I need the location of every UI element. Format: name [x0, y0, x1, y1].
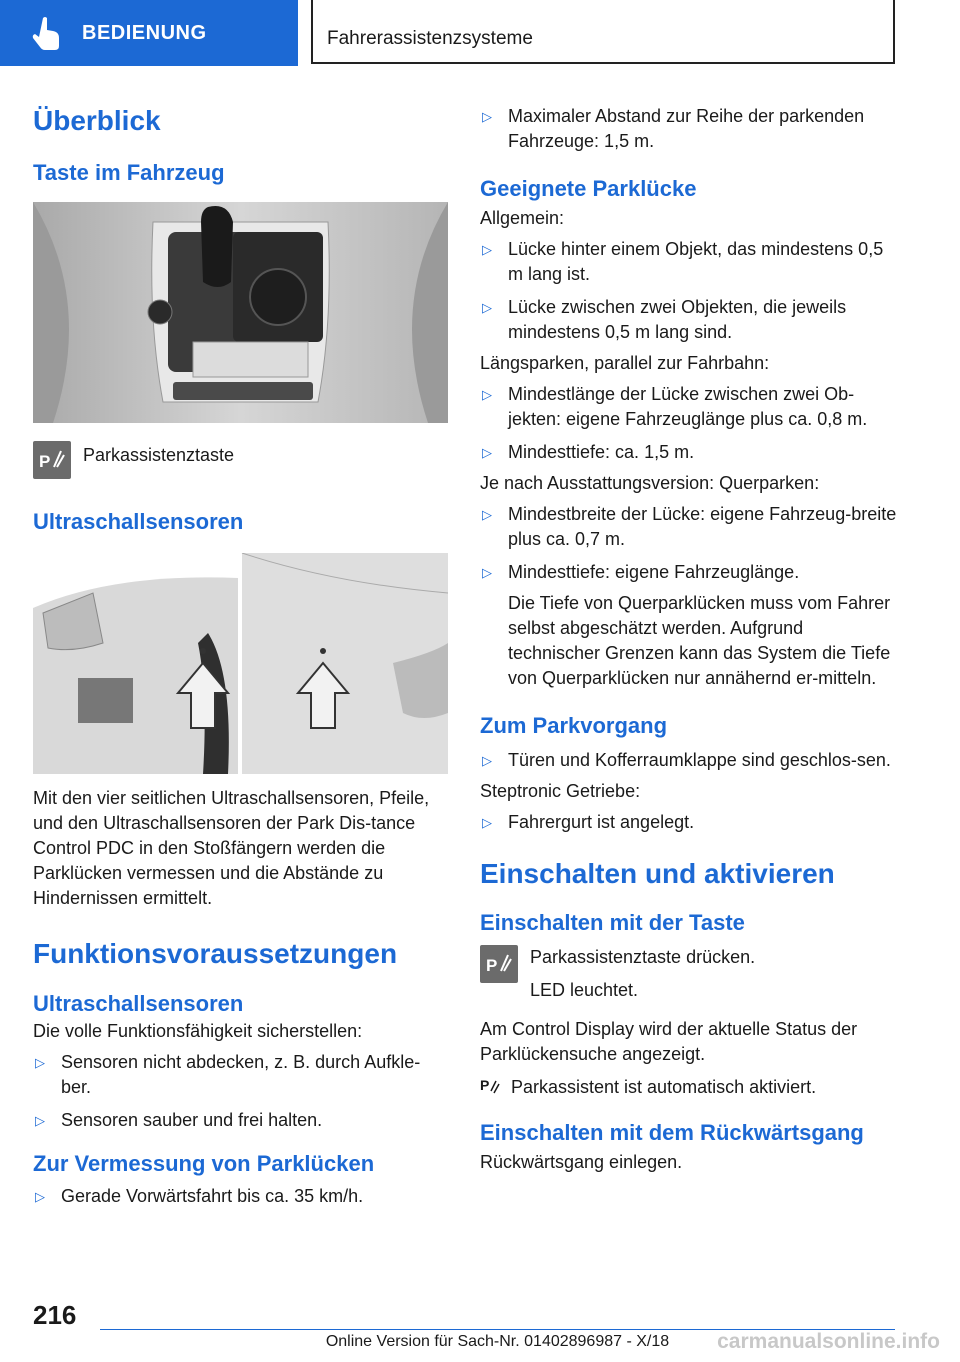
- right-column: [480, 104, 900, 1175]
- heading-overview: Überblick: [33, 105, 161, 136]
- chapter-tab[interactable]: [0, 0, 298, 66]
- steptronic-label: Steptronic Getriebe:: [480, 780, 641, 801]
- parking-assist-button-icon: [480, 945, 518, 983]
- bumper-sensors-image: [33, 553, 448, 774]
- list-item: ▷ Sensoren sauber und frei halten.: [35, 1110, 323, 1131]
- chapter-title: BEDIENUNG: [82, 21, 207, 44]
- reverse-text: Rückwärtsgang einlegen.: [480, 1152, 683, 1173]
- list-item: ▷ Lücke hinter einem Objekt, das mindestens 0,5 m lang ist.: [482, 239, 884, 285]
- heading-requirements: Funktionsvoraussetzungen: [33, 938, 398, 970]
- hand-pointer-icon: [28, 14, 66, 52]
- sensors2-intro: Die volle Funktionsfähigkeit sicherstellen:: [33, 1021, 363, 1042]
- heading-suitable-gap: Geeignete Parklücke: [480, 176, 697, 201]
- list-item: ▷ Gerade Vorwärtsfahrt bis ca. 35 km/h.: [35, 1185, 364, 1206]
- heading-reverse-gear: Einschalten mit dem Rückwärtsgang: [480, 1119, 864, 1145]
- button-caption: Parkassistenztaste: [83, 444, 235, 465]
- section-title: Fahrerassistenzsysteme: [311, 0, 895, 64]
- perpendicular-note: Die Tiefe von Querparklücken muss vom Fahrer selbst abgeschätzt werden. Aufgrund technischer Grenzen kann das System die Tiefe von Querparklücken nur annähernd er‐mitteln.: [508, 593, 891, 689]
- press-button-text: Parkassistenztaste drücken.: [530, 946, 756, 967]
- console-image: [33, 202, 448, 423]
- auto-activation-text: Parkassistent ist automatisch aktiviert.: [511, 1076, 817, 1097]
- perpendicular-label: Je nach Ausstattungsversion: Querparken:: [480, 473, 820, 494]
- list-item: ▷ Mindesttiefe: ca. 1,5 m.: [482, 442, 695, 463]
- led-text: LED leuchtet.: [530, 979, 639, 1000]
- display-status-text: Am Control Display wird der aktuelle Status der Parklückensuche angezeigt.: [480, 1018, 858, 1064]
- press-button-row: [480, 945, 900, 1003]
- list-item: ▷ Lücke zwischen zwei Objekten, die jeweils mindestens 0,5 m lang sind.: [482, 297, 847, 343]
- left-column: [33, 96, 448, 1209]
- parallel-list: [480, 382, 900, 465]
- general-list: [480, 237, 900, 345]
- parking-assistant-symbol-icon: [480, 1075, 502, 1097]
- perpendicular-list: [480, 502, 900, 585]
- measure-list: [33, 1184, 448, 1209]
- bumper-illustration: [33, 553, 448, 774]
- heading-button-in-vehicle: Taste im Fahrzeug: [33, 159, 225, 185]
- heading-parking-process: Zum Parkvorgang: [480, 713, 668, 739]
- footer-text: Online Version für Sach-Nr. 01402896987 - X/18: [325, 1333, 670, 1350]
- top-list: [480, 104, 900, 154]
- parallel-label: Längsparken, parallel zur Fahrbahn:: [480, 353, 770, 374]
- steptronic-list: [480, 810, 900, 835]
- list-item: ▷ Mindesttiefe: eigene Fahrzeuglänge.: [482, 562, 800, 583]
- button-caption-row: [33, 441, 448, 479]
- heading-ultrasonic-sensors-2: Ultraschallsensoren: [33, 990, 244, 1016]
- list-item: ▷ Türen und Kofferraumklappe sind geschlos‐sen.: [482, 749, 891, 770]
- list-item: ▷ Sensoren nicht abdecken, z. B. durch Aufkle‐ber.: [35, 1052, 421, 1098]
- list-item: ▷ Fahrergurt ist angelegt.: [482, 811, 695, 832]
- svg-text:P: P: [480, 1076, 490, 1093]
- sensors-description: Mit den vier seitlichen Ultraschallsensoren, Pfeile, und den Ultraschallsensoren der Park Dis‐tance Control PDC in den Stoßfängern werden die Parklücken vermessen und die Abstände zu Hindernissen ermittelt.: [33, 788, 430, 909]
- page-number: 216: [33, 1300, 77, 1330]
- page-header: [0, 0, 960, 66]
- auto-activation-row: [480, 1075, 900, 1100]
- sensors2-list: [33, 1050, 448, 1133]
- heading-measurement: Zur Vermessung von Parklücken: [33, 1151, 375, 1177]
- list-item: ▷ Mindestbreite der Lücke: eigene Fahrzeug‐breite plus ca. 0,7 m.: [482, 504, 897, 550]
- heading-button-on: Einschalten mit der Taste: [480, 910, 745, 936]
- list-item: ▷ Mindestlänge der Lücke zwischen zwei Ob‐jekten: eigene Fahrzeuglänge plus ca. 0,8 m.: [482, 384, 868, 430]
- svg-text:P: P: [39, 451, 51, 471]
- svg-text:P: P: [486, 955, 498, 975]
- list-item: ▷ Maximaler Abstand zur Reihe der parkenden Fahrzeuge: 1,5 m.: [482, 106, 865, 151]
- console-illustration: [33, 202, 448, 423]
- parking-assist-button-icon: [33, 441, 71, 479]
- heading-ultrasonic-sensors: Ultraschallsensoren: [33, 508, 244, 534]
- general-label: Allgemein:: [480, 208, 565, 229]
- process-list: [480, 748, 900, 773]
- watermark: carmanualsonline.info: [717, 1330, 940, 1353]
- heading-activate: Einschalten und aktivieren: [480, 857, 835, 889]
